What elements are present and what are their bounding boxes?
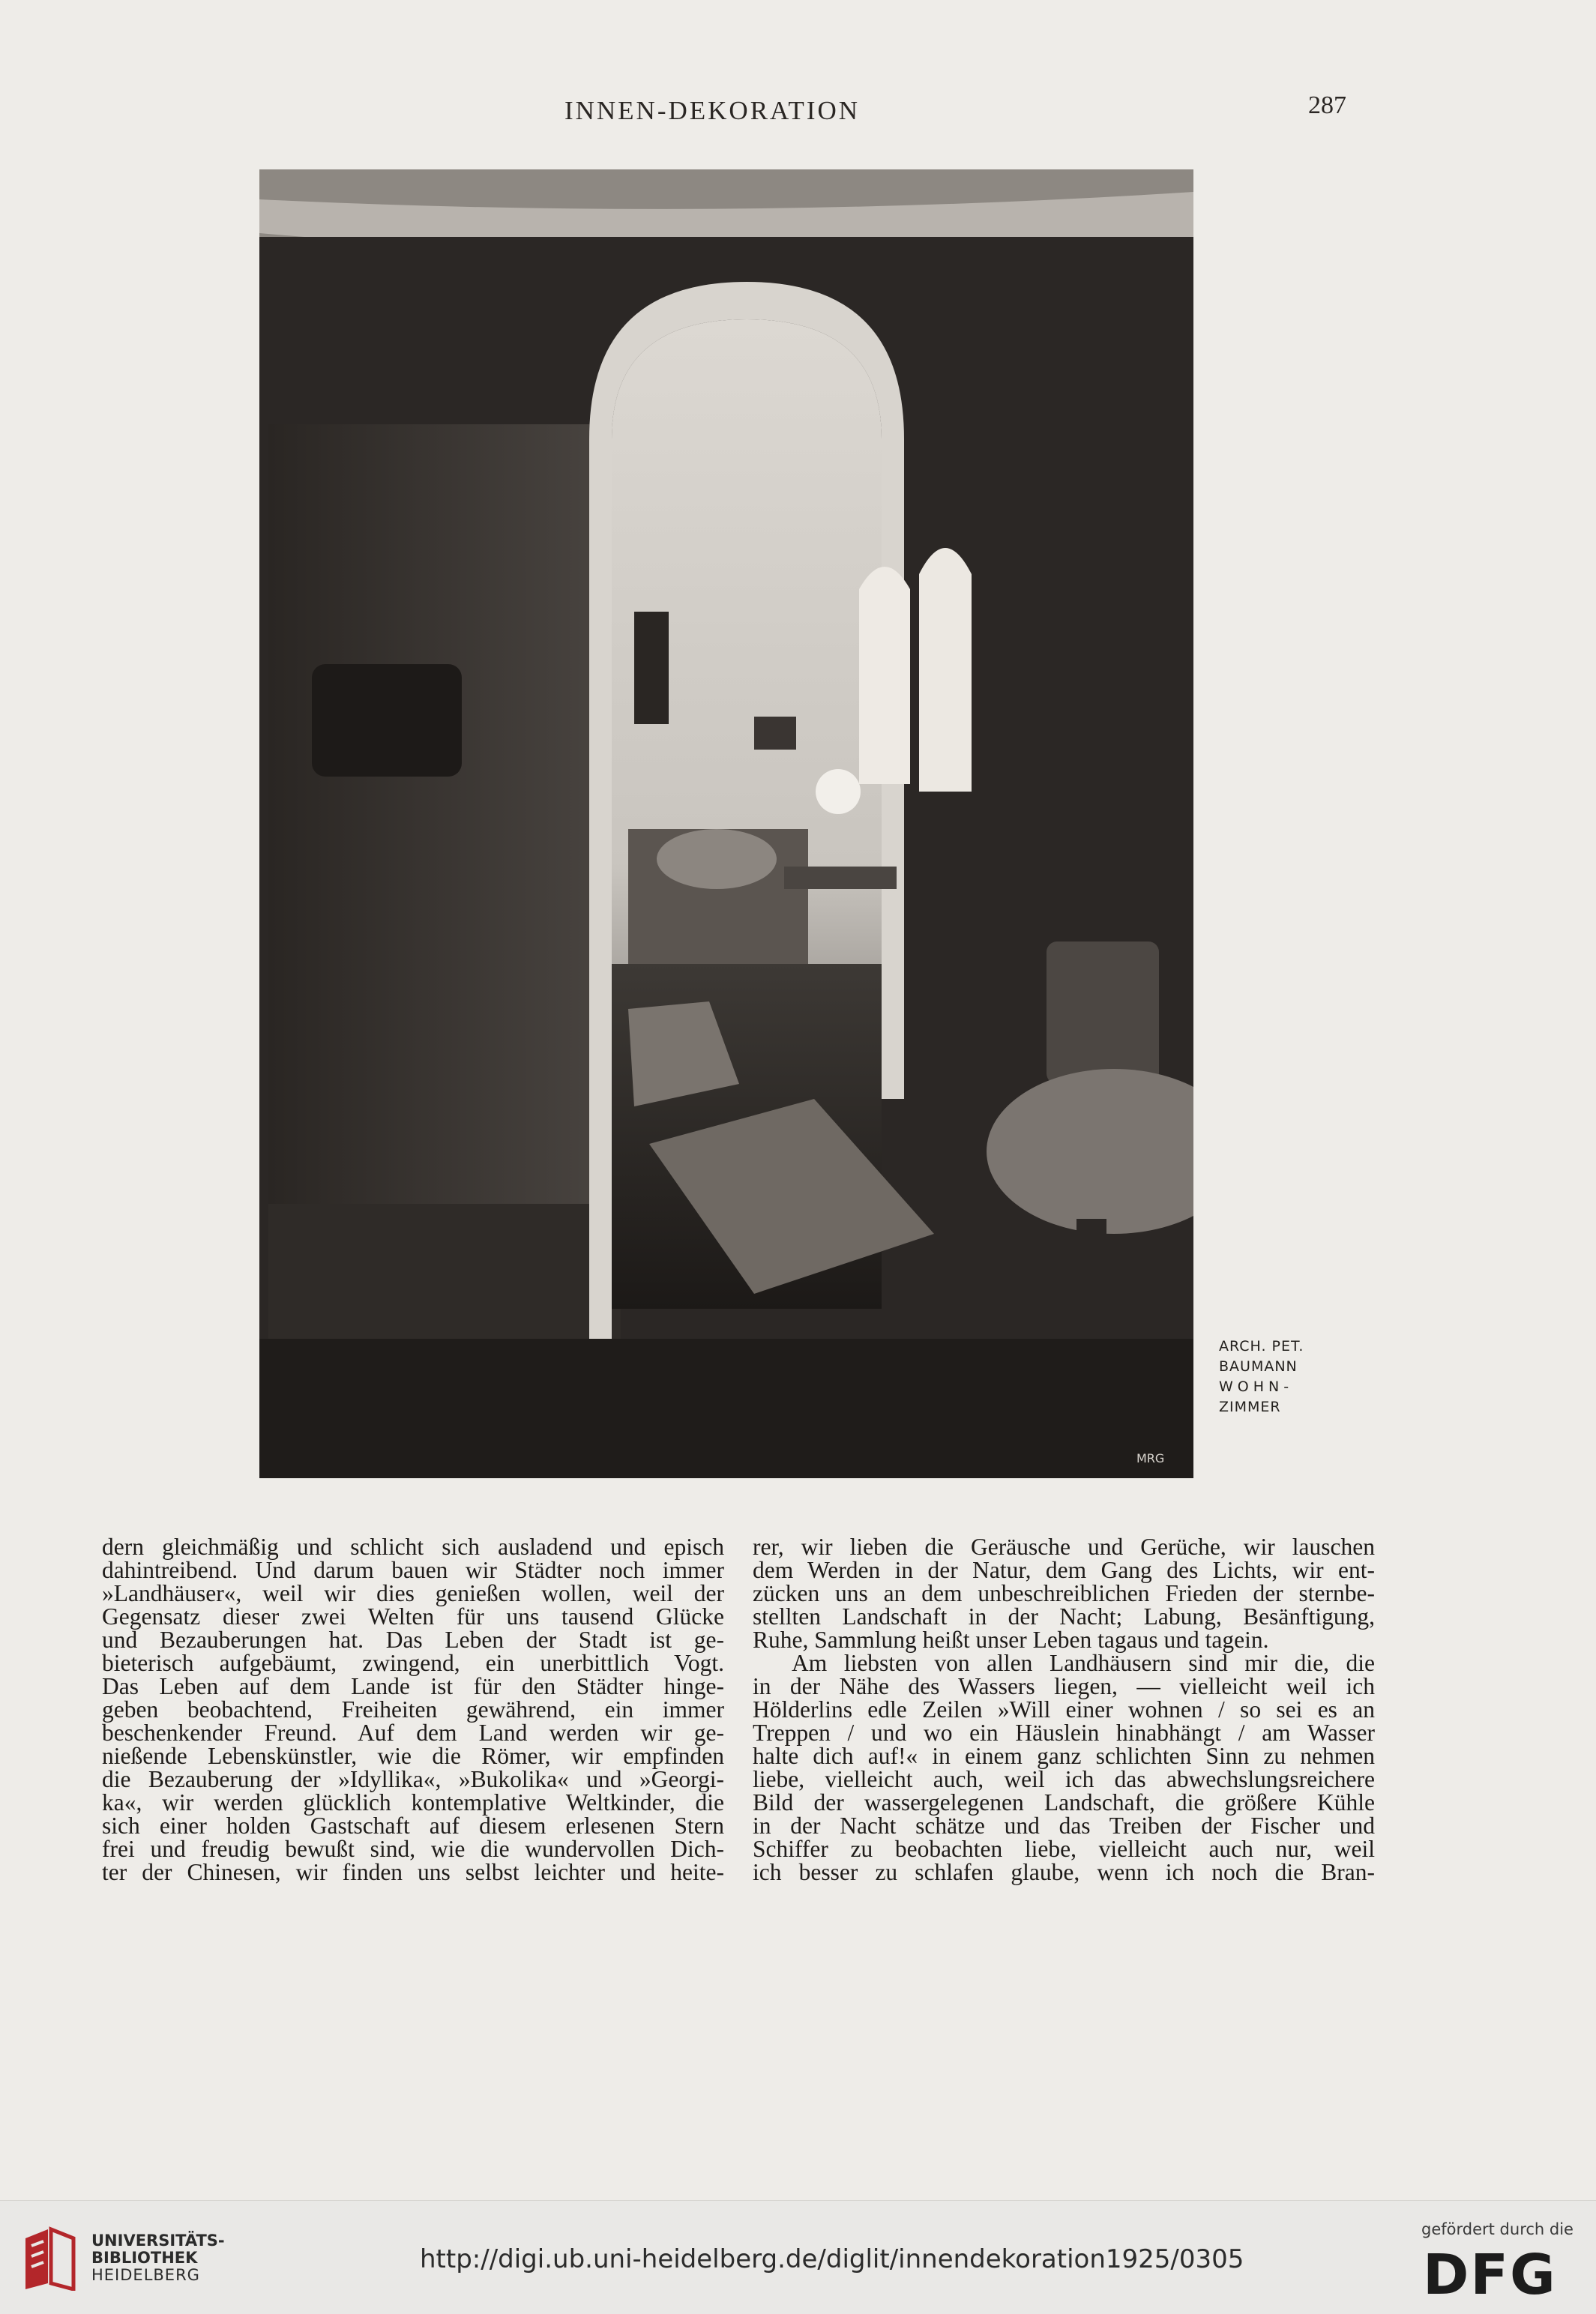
text-line: liebe, vielleicht auch, weil ich das abwechslungsreichere [753,1766,1375,1792]
text-line: nießende Lebenskünstler, wie die Römer, wir empfinden [102,1743,724,1769]
funded-by-label: gefördert durch die [1421,2220,1574,2238]
body-text-left-column [102,1535,724,1884]
body-text-right-column [753,1535,1375,1884]
text-line: und Bezauberungen hat. Das Leben der Stadt ist ge- [102,1627,724,1653]
interior-photograph [259,169,1193,1478]
text-line: rer, wir lieben die Geräusche und Gerüche, wir lauschen [753,1534,1375,1560]
running-title: INNEN-DEKORATION [564,96,861,125]
text-line: bieterisch aufgebäumt, zwingend, ein unerbittlich Vogt. [102,1650,724,1676]
text-line: Bild der wassergelegenen Landschaft, die größere Kühle [753,1789,1375,1816]
text-line: ter der Chinesen, wir finden uns selbst leichter und heite- [102,1859,724,1885]
page-number: 287 [1308,91,1346,119]
university-library-logo-icon [18,2223,79,2291]
caption-line: BAUMANN [1219,1358,1298,1375]
text-line: geben beobachtend, Freiheiten gewährend, ein immer [102,1696,724,1723]
caption-line: ARCH. PET. [1219,1338,1304,1355]
text-line: Treppen / und wo ein Häuslein hinabhängt / am Wasser [753,1720,1375,1746]
permalink-url[interactable]: http://digi.ub.uni-heidelberg.de/diglit/innendekoration1925/0305 [420,2244,1244,2274]
text-line: halte dich auf!« in einem ganz schlichten Sinn zu nehmen [753,1743,1375,1769]
photo-caption [1219,1337,1331,1417]
text-line: Ruhe, Sammlung heißt unser Leben tagaus und tagein. [753,1627,1269,1653]
text-line: in der Nähe des Wassers liegen, — vielleicht weil ich [753,1673,1375,1699]
text-line: Hölderlins edle Zeilen »Will einer wohnen / so sei es an [753,1696,1375,1723]
text-line: ich besser zu schlafen glaube, wenn ich noch die Bran- [753,1859,1375,1885]
text-line: zücken uns an dem unbeschreiblichen Frieden der sternbe- [753,1580,1375,1606]
photo-living-room-archway [259,169,1193,1478]
caption-line: ZIMMER [1219,1399,1281,1415]
dfg-logo: DFG [1423,2243,1557,2307]
text-line: dem Werden in der Natur, dem Gang des Lichts, wir ent- [753,1557,1375,1583]
library-name-line: UNIVERSITÄTS- [91,2232,225,2250]
text-line: beschenkender Freund. Auf dem Land werden wir ge- [102,1720,724,1746]
text-line: sich einer holden Gastschaft auf diesem erlesenen Stern [102,1813,724,1839]
text-line: ka«, wir werden glücklich kontemplative Weltkinder, die [102,1789,724,1816]
library-name [91,2232,225,2284]
text-line: dern gleichmäßig und schlicht sich ausladend und episch [102,1534,724,1560]
photo-monogram: MRG [1136,1451,1165,1465]
caption-line: WOHN- [1219,1379,1294,1395]
library-name-line: BIBLIOTHEK [91,2249,198,2267]
text-line: »Landhäuser«, weil wir dies genießen wollen, weil der [102,1580,724,1606]
text-line: in der Nacht schätze und das Treiben der Fischer und [753,1813,1375,1839]
text-line: dahintreibend. Und darum bauen wir Städter noch immer [102,1557,724,1583]
text-line: Das Leben auf dem Lande ist für den Städter hinge- [102,1673,724,1699]
library-city: HEIDELBERG [91,2266,200,2284]
text-line: Gegensatz dieser zwei Welten für uns tausend Glücke [102,1603,724,1630]
text-line: stellten Landschaft in der Nacht; Labung, Besänftigung, [753,1603,1375,1630]
text-line: Am liebsten von allen Landhäusern sind mir die, die [792,1650,1375,1676]
text-line: Schiffer zu beobachten liebe, vielleicht auch nur, weil [753,1836,1375,1862]
text-line: die Bezauberung der »Idyllika«, »Bukolika« und »Georgi- [102,1766,724,1792]
digitization-footer [0,2200,1596,2314]
text-line: frei und freudig bewußt sind, wie die wundervollen Dich- [102,1836,724,1862]
